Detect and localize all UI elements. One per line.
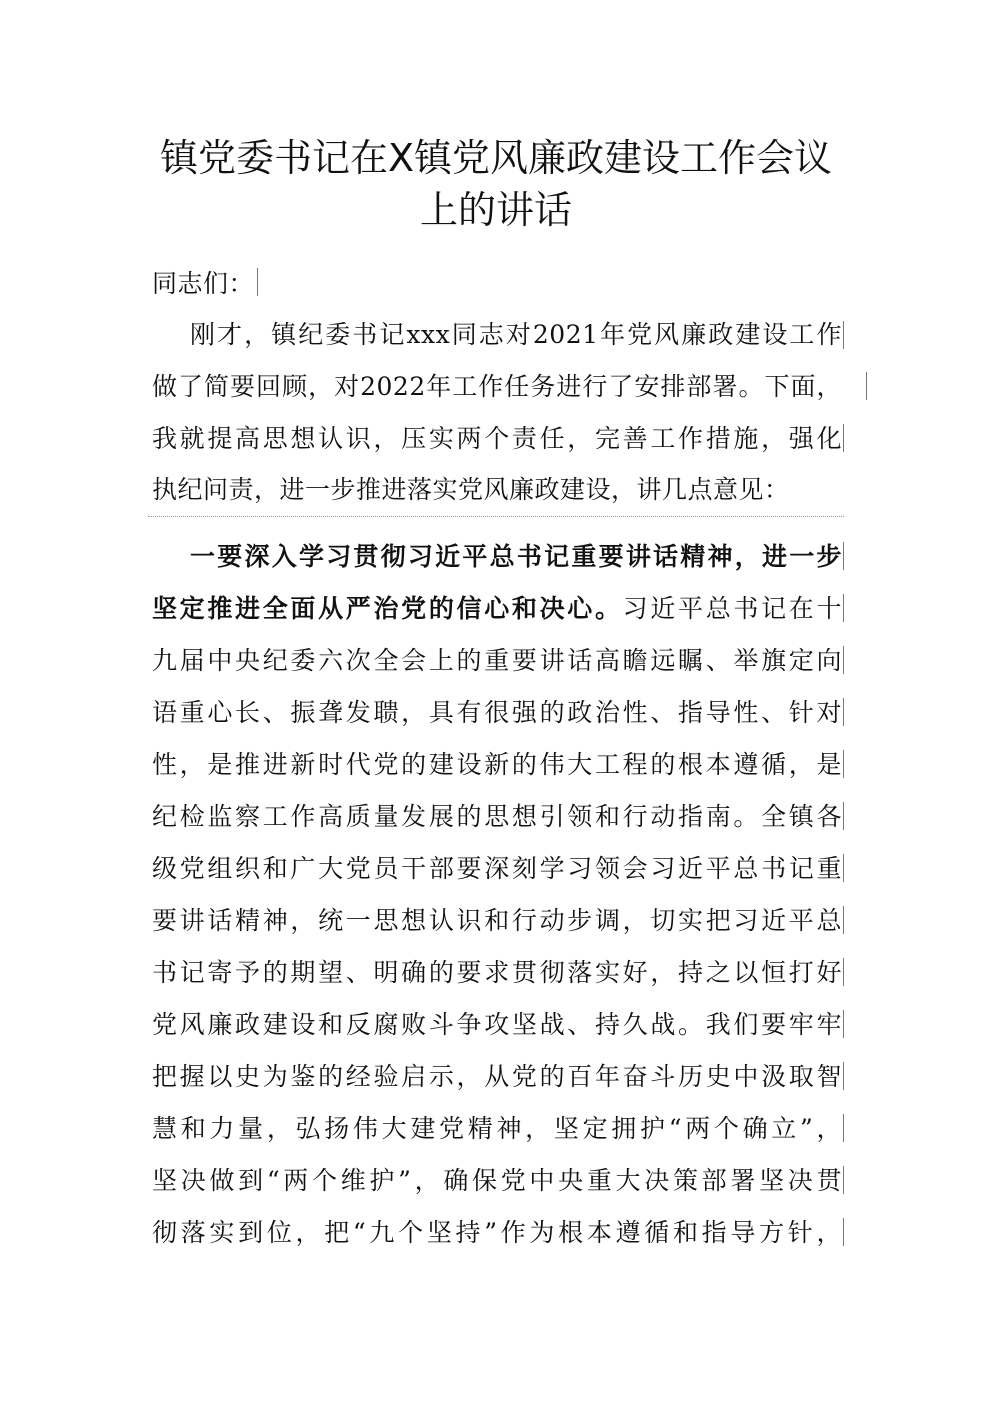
paragraph-2-heading-line-2: 坚定推进全面从严治党的信心和决心。 bbox=[152, 594, 623, 623]
line-mark bbox=[843, 594, 844, 622]
line-mark bbox=[843, 1218, 844, 1246]
paragraph-2-line-4: 语重心长、振聋发聩，具有很强的政治性、指导性、针对 bbox=[152, 698, 842, 727]
paragraph-1-line-4: 执纪问责，进一步推进落实党风廉政建设，讲几点意见： bbox=[152, 475, 790, 504]
paragraph-2-line-7: 级党组织和广大党员干部要深刻学习领会习近平总书记重 bbox=[152, 854, 842, 883]
paragraph-2-line-6: 纪检监察工作高质量发展的思想引领和行动指南。全镇各 bbox=[152, 802, 842, 831]
paragraph-2-line-12: 慧和力量，弘扬伟大建党精神，坚定拥护“两个确立”， bbox=[152, 1114, 842, 1143]
line-mark bbox=[843, 1062, 844, 1090]
line-mark bbox=[843, 1010, 844, 1038]
paragraph-1-line-2: 做了简要回顾，对2022年工作任务进行了安排部署。下面， bbox=[152, 372, 842, 401]
paragraph-2-line-10: 党风廉政建设和反腐败斗争攻坚战、持久战。我们要牢牢 bbox=[152, 1010, 842, 1039]
section-separator bbox=[148, 516, 844, 517]
line-mark bbox=[843, 906, 844, 934]
paragraph-2-line-5: 性，是推进新时代党的建设新的伟大工程的根本遵循，是 bbox=[152, 750, 842, 779]
line-mark bbox=[843, 321, 844, 349]
title-line-1: 镇党委书记在X镇党风廉政建设工作会议 bbox=[159, 136, 833, 180]
paragraph-2-line-3: 九届中央纪委六次全会上的重要讲话高瞻远瞩、举旗定向 bbox=[152, 646, 842, 675]
paragraph-2-line-2-rest: 习近平总书记在十 bbox=[622, 594, 842, 623]
paragraph-1-line-3: 我就提高思想认识，压实两个责任，完善工作措施，强化 bbox=[152, 424, 842, 453]
paragraph-2-line-9: 书记寄予的期望、明确的要求贯彻落实好，持之以恒打好 bbox=[152, 958, 842, 987]
paragraph-2-line-11: 把握以史为鉴的经验启示，从党的百年奋斗历史中汲取智 bbox=[152, 1062, 842, 1091]
line-mark bbox=[843, 802, 844, 830]
line-mark bbox=[843, 854, 844, 882]
paragraph-2-heading-line-1: 一要深入学习贯彻习近平总书记重要讲话精神，进一步 bbox=[190, 542, 842, 571]
paragraph-2-line-8: 要讲话精神，统一思想认识和行动步调，切实把习近平总 bbox=[152, 906, 842, 935]
line-mark bbox=[843, 424, 844, 452]
line-mark bbox=[843, 1114, 844, 1142]
salutation: 同志们： bbox=[152, 269, 255, 298]
paragraph-2-line-14: 彻落实到位，把“九个坚持”作为根本遵循和指导方针， bbox=[152, 1218, 842, 1247]
line-mark bbox=[843, 750, 844, 778]
line-mark bbox=[866, 372, 867, 400]
paragraph-1-line-1: 刚才，镇纪委书记xxx同志对2021年党风廉政建设工作 bbox=[190, 320, 842, 349]
paragraph-2-line-13: 坚决做到“两个维护”，确保党中央重大决策部署坚决贯 bbox=[152, 1166, 842, 1195]
line-mark bbox=[843, 1166, 844, 1194]
line-mark bbox=[843, 542, 844, 570]
line-mark bbox=[843, 958, 844, 986]
line-mark bbox=[843, 698, 844, 726]
paragraph-mark bbox=[257, 268, 258, 296]
line-mark bbox=[843, 646, 844, 674]
paragraph-2-line-2 bbox=[152, 593, 842, 625]
title-line-2: 上的讲话 bbox=[419, 188, 572, 232]
